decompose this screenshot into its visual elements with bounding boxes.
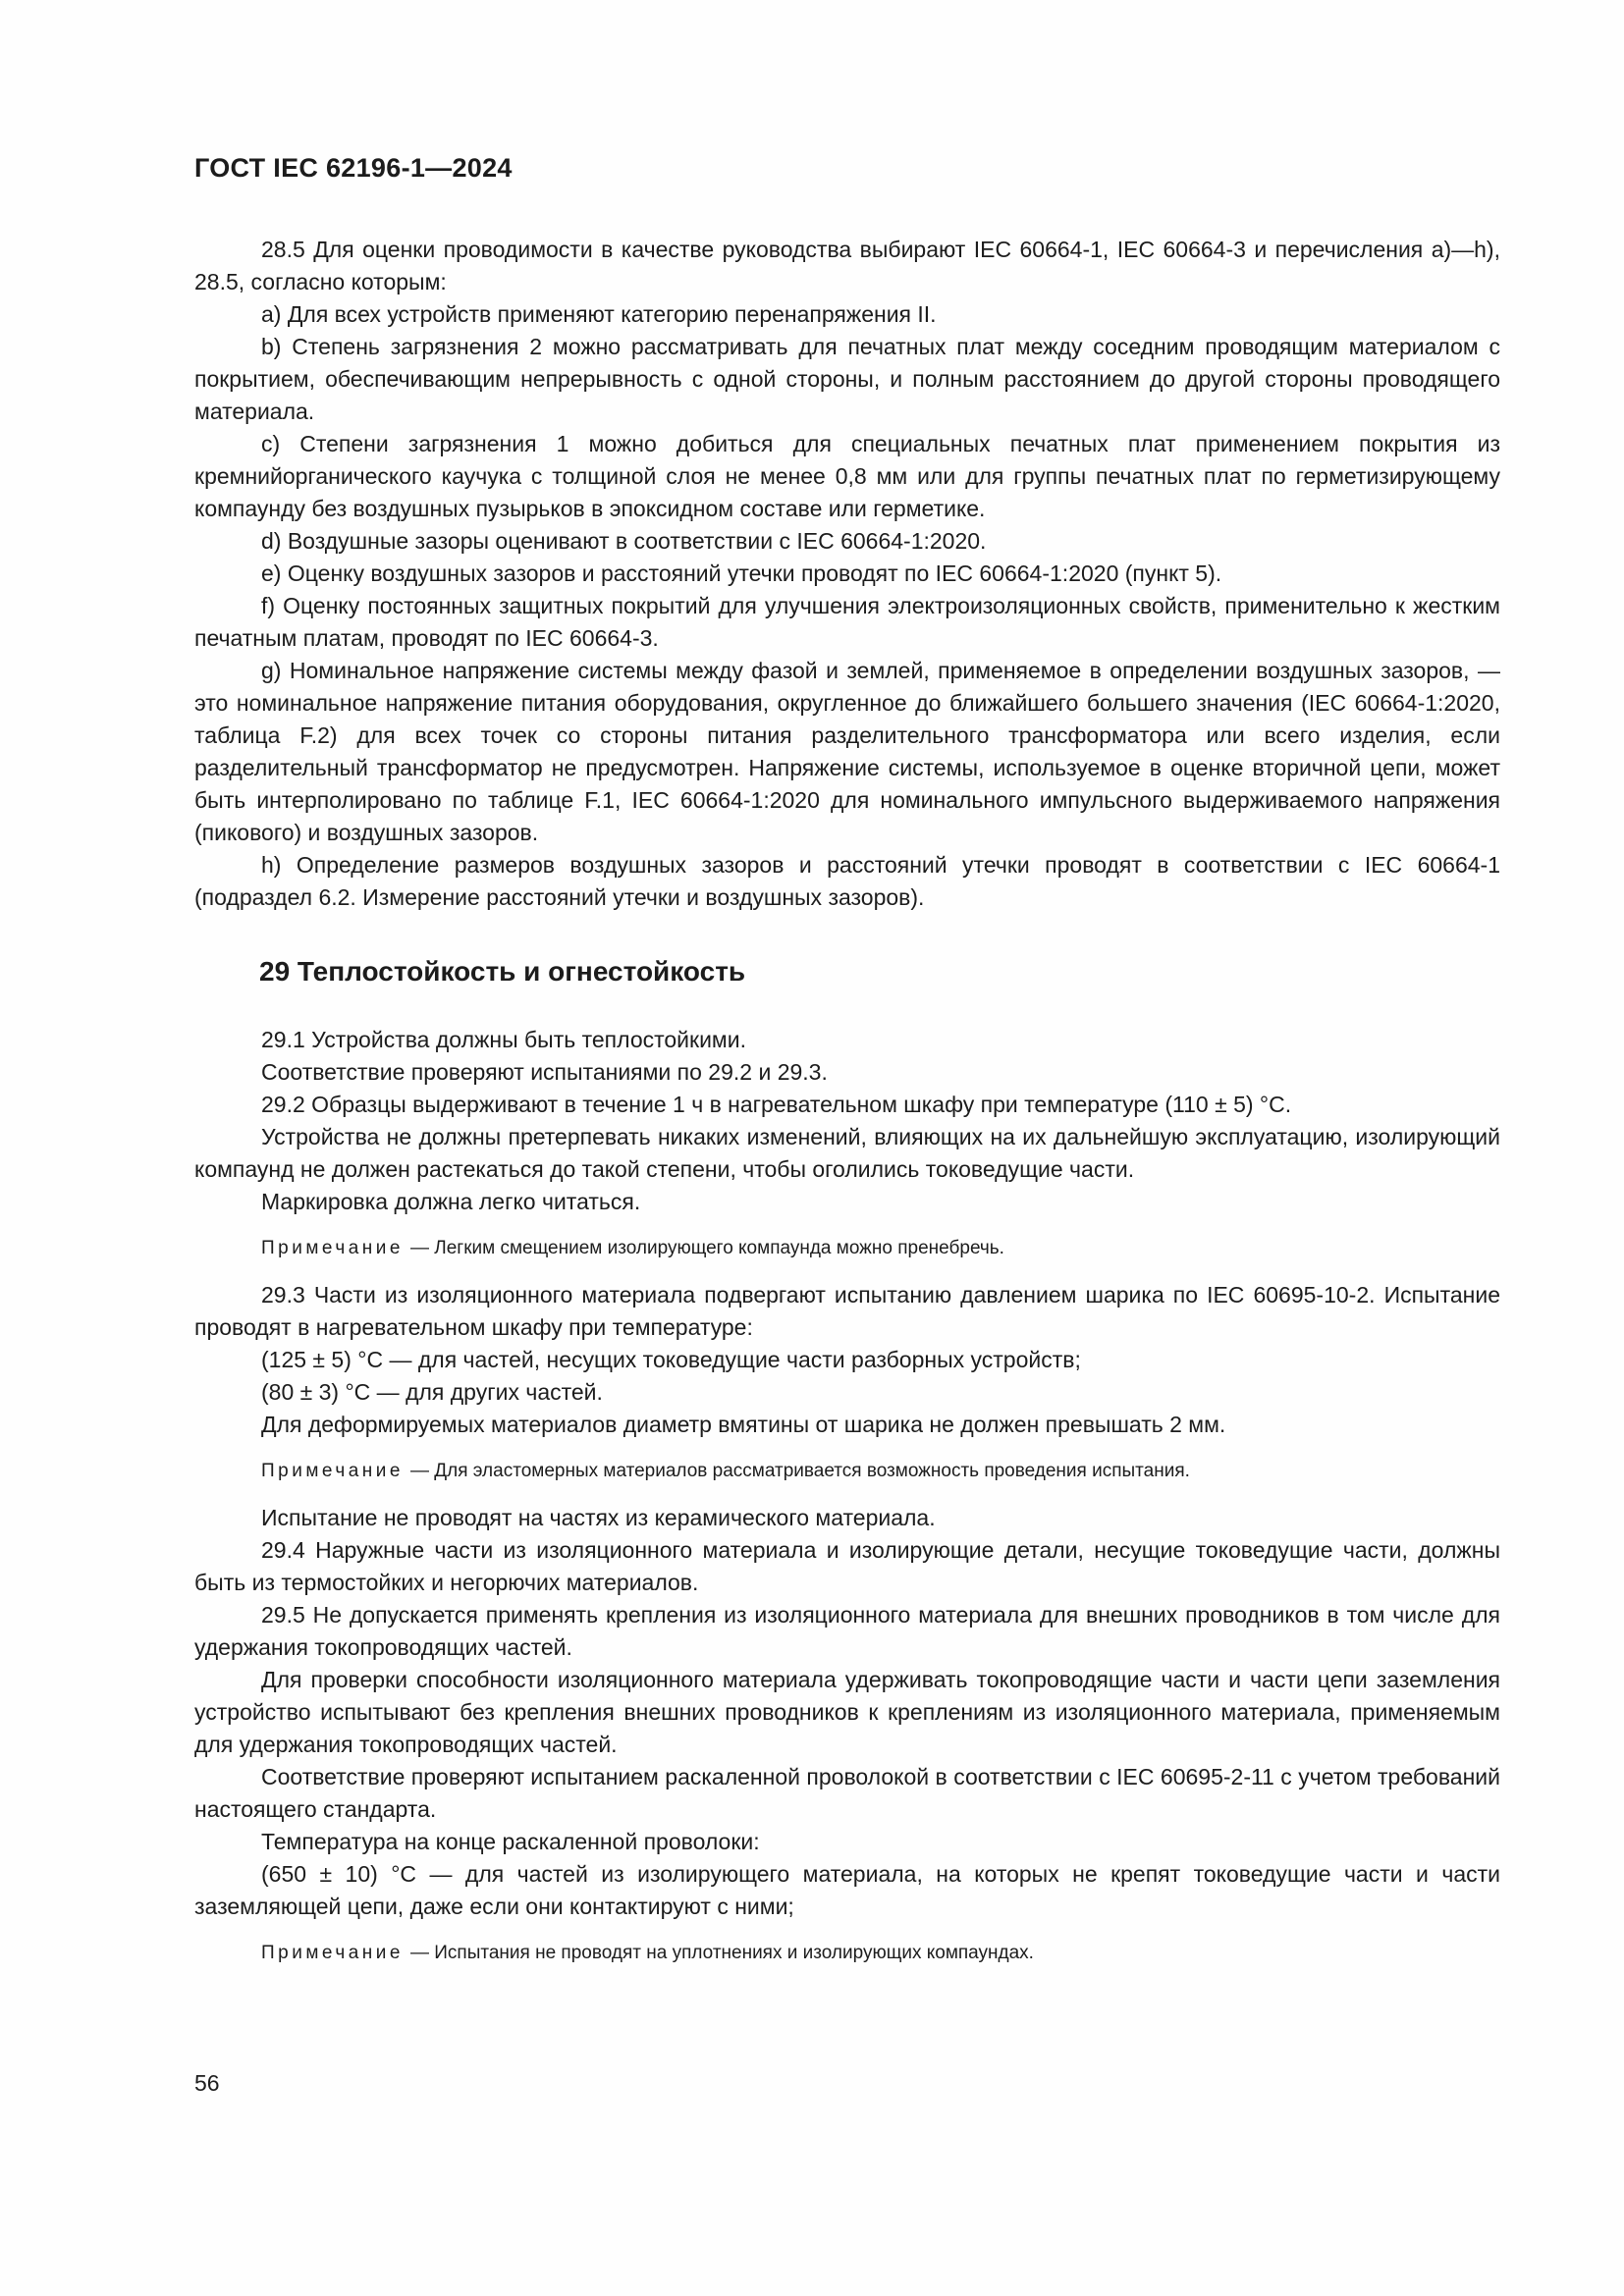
note-2-label: Примечание	[261, 1461, 404, 1481]
list-item-e: e) Оценку воздушных зазоров и расстояний утечки проводят по IEC 60664-1:2020 (пункт 5).	[261, 561, 1222, 586]
para-29-3-indent-limit: Для деформируемых материалов диаметр вмятины от шарика не должен превышать 2 мм.	[261, 1412, 1226, 1437]
list-item-h: h) Определение размеров воздушных зазоров и расстояний утечки проводят в соответствии с IEC 60664-1 (подраздел 6.2. Измерение расстояний утечки и воздушных зазоров).	[194, 852, 1500, 910]
para-29-3-ceramic: Испытание не проводят на частях из керамического материала.	[261, 1505, 936, 1530]
para-29-2-requirements: Устройства не должны претерпевать никаких изменений, влияющих на их дальнейшую эксплуатацию, изолирующий компаунд не должен растекаться до такой степени, чтобы оголились токоведущие части.	[194, 1124, 1500, 1182]
note-2-text: — Для эластомерных материалов рассматривается возможность проведения испытания.	[409, 1461, 1190, 1481]
para-29-1-compliance: Соответствие проверяют испытаниями по 29.2 и 29.3.	[261, 1059, 828, 1085]
note-1-text: — Легким смещением изолирующего компаунда можно пренебречь.	[409, 1238, 1004, 1258]
para-29-5-glow-wire: Соответствие проверяют испытанием раскаленной проволокой в соответствии с IEC 60695-2-11 с учетом требований настоящего стандарта.	[194, 1764, 1500, 1822]
note-2	[194, 1459, 1500, 1484]
list-item-f: f) Оценку постоянных защитных покрытий для улучшения электроизоляционных свойств, применительно к жестким печатным платам, проводят по IEC 60664-3.	[194, 593, 1500, 651]
list-item-c: c) Степени загрязнения 1 можно добиться для специальных печатных плат применением покрытия из кремнийорганического каучука с толщиной слоя не менее 0,8 мм или для группы печатных плат по герметизирующему компаунду без воздушных пузырьков в эпоксидном составе или герметике.	[194, 431, 1500, 521]
para-29-1: 29.1 Устройства должны быть теплостойкими.	[261, 1027, 746, 1052]
para-29-4: 29.4 Наружные части из изоляционного материала и изолирующие детали, несущие токоведущие части, должны быть из термостойких и негорючих материалов.	[194, 1537, 1500, 1595]
para-29-3-temp-125: (125 ± 5) °С — для частей, несущих токоведущие части разборных устройств;	[261, 1347, 1081, 1372]
para-29-2: 29.2 Образцы выдерживают в течение 1 ч в нагревательном шкафу при температуре (110 ± 5) °С.	[261, 1092, 1292, 1117]
para-29-5-check: Для проверки способности изоляционного материала удерживать токопроводящие части и части цепи заземления устройство испытывают без крепления внешних проводников к креплениям из изоляционного материала, применяемым для удержания токопроводящих частей.	[194, 1667, 1500, 1757]
note-3-label: Примечание	[261, 1943, 404, 1963]
note-1	[194, 1236, 1500, 1261]
list-item-a: a) Для всех устройств применяют категорию перенапряжения II.	[261, 301, 937, 327]
list-item-g: g) Номинальное напряжение системы между фазой и землей, применяемое в определении воздушных зазоров, — это номинальное напряжение питания оборудования, округленное до ближайшего большего значения (IEC 60664-1:2020, таблица F.2) для всех точек со стороны питания разделительного трансформатора или всего изделия, если разделительный трансформатор не предусмотрен. Напряжение системы, используемое в оценке вторичной цепи, может быть интерполировано по таблице F.1, IEC 60664-1:2020 для номинального импульсного выдерживаемого напряжения (пикового) и воздушных зазоров.	[194, 658, 1500, 845]
note-1-label: Примечание	[261, 1238, 404, 1258]
list-item-d: d) Воздушные зазоры оценивают в соответствии с IEC 60664-1:2020.	[261, 528, 987, 554]
para-29-5-wire-temp: Температура на конце раскаленной проволоки:	[261, 1829, 760, 1854]
note-3-text: — Испытания не проводят на уплотнениях и изолирующих компаундах.	[409, 1943, 1034, 1963]
para-29-5: 29.5 Не допускается применять крепления из изоляционного материала для внешних проводников в том числе для удержания токопроводящих частей.	[194, 1602, 1500, 1660]
page-number: 56	[194, 2070, 220, 2096]
note-3	[194, 1941, 1500, 1966]
list-item-b: b) Степень загрязнения 2 можно рассматривать для печатных плат между соседним проводящим материалом с покрытием, обеспечивающим непрерывность с одной стороны, и полным расстоянием до другой стороны проводящего материала.	[194, 334, 1500, 424]
standard-designation: ГОСТ IEC 62196-1—2024	[194, 153, 513, 183]
para-29-5-temp-650: (650 ± 10) °С — для частей из изолирующего материала, на которых не крепят токоведущие части и части заземляющей цепи, даже если они контактируют с ними;	[194, 1861, 1500, 1919]
para-29-3-temp-80: (80 ± 3) °С — для других частей.	[261, 1379, 603, 1405]
para-28-5-intro: 28.5 Для оценки проводимости в качестве руководства выбирают IEC 60664-1, IEC 60664-3 и перечисления a)—h), 28.5, согласно которым:	[194, 237, 1500, 294]
para-29-3: 29.3 Части из изоляционного материала подвергают испытанию давлением шарика по IEC 60695-10-2. Испытание проводят в нагревательном шкафу при температуре:	[194, 1282, 1500, 1340]
section-heading-29: 29 Теплостойкость и огнестойкость	[259, 956, 746, 987]
para-29-2-marking: Маркировка должна легко читаться.	[261, 1189, 641, 1214]
